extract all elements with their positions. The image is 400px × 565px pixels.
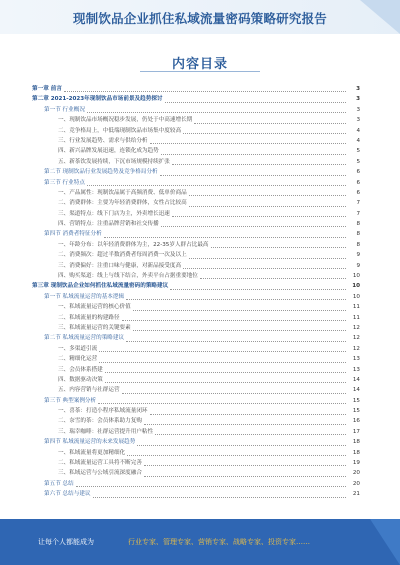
toc-dot-leader bbox=[133, 330, 346, 331]
toc-entry-label: 四、购买渠道：线上与线下结合，外卖平台占据重要地位 bbox=[58, 273, 198, 280]
toc-page-number: 4 bbox=[356, 127, 360, 134]
toc-section-entry[interactable] bbox=[32, 437, 360, 447]
toc-entry-label: 三、会员体系搭建 bbox=[58, 366, 103, 373]
toc-entry-label: 三、行业发展趋势、需求与供给分析 bbox=[58, 137, 148, 144]
toc-dot-leader bbox=[87, 185, 346, 186]
toc-page-number: 15 bbox=[352, 408, 360, 415]
toc-page-number: 20 bbox=[352, 480, 360, 487]
toc-page-number: 11 bbox=[352, 314, 360, 321]
toc-dot-leader bbox=[133, 310, 346, 311]
toc-subsection-entry[interactable] bbox=[32, 375, 360, 385]
toc-section-entry[interactable] bbox=[32, 229, 360, 239]
toc-subsection-entry[interactable] bbox=[32, 250, 360, 260]
toc-subsection-entry[interactable] bbox=[32, 448, 360, 458]
toc-page-number: 7 bbox=[356, 200, 360, 207]
toc-subsection-entry[interactable] bbox=[32, 458, 360, 468]
toc-entry-label: 三、瑞幸咖啡：社群运营提升用户粘性 bbox=[58, 428, 154, 435]
toc-dot-leader bbox=[155, 434, 346, 435]
footer-corner-decoration bbox=[370, 519, 400, 565]
toc-entry-label: 一、年龄分布：以年轻消费群体为主，22-35岁人群占比最高 bbox=[58, 241, 209, 248]
toc-chapter-entry[interactable] bbox=[32, 281, 360, 291]
toc-entry-label: 第二章 2021-2023年现制饮品市场前景及趋势探讨 bbox=[32, 96, 163, 103]
toc-subsection-entry[interactable] bbox=[32, 209, 360, 219]
toc-entry-label: 三、渠道特点：线下门店为主，外卖增长迅速 bbox=[58, 210, 170, 217]
toc-page-number: 11 bbox=[352, 304, 360, 311]
toc-dot-leader bbox=[150, 414, 346, 415]
table-of-contents bbox=[32, 84, 360, 500]
report-header bbox=[0, 0, 400, 34]
toc-dot-leader bbox=[183, 133, 346, 134]
toc-subsection-entry[interactable] bbox=[32, 146, 360, 156]
toc-dot-leader bbox=[172, 216, 346, 217]
toc-page-number: 10 bbox=[352, 283, 360, 290]
toc-page-number: 18 bbox=[352, 449, 360, 456]
toc-subsection-entry[interactable] bbox=[32, 302, 360, 312]
toc-subsection-entry[interactable] bbox=[32, 126, 360, 136]
toc-section-entry[interactable] bbox=[32, 396, 360, 406]
toc-page-number: 3 bbox=[356, 85, 360, 92]
toc-dot-leader bbox=[172, 164, 346, 165]
toc-dot-leader bbox=[200, 278, 346, 279]
toc-entry-label: 二、私域流量的构建路径 bbox=[58, 314, 120, 321]
toc-entry-label: 五、内容营销与社群运营 bbox=[58, 387, 120, 394]
toc-page-number: 10 bbox=[352, 273, 360, 280]
toc-page-number: 4 bbox=[356, 137, 360, 144]
toc-entry-label: 第六节 总结与建议 bbox=[44, 491, 91, 498]
toc-dot-leader bbox=[170, 289, 346, 290]
toc-entry-label: 第一章 前言 bbox=[32, 85, 62, 92]
toc-dot-leader bbox=[105, 372, 346, 373]
toc-dot-leader bbox=[122, 320, 346, 321]
toc-entry-label: 第二节 现制饮品行业发展趋势及竞争格局分析 bbox=[44, 169, 158, 176]
toc-page-number: 18 bbox=[352, 439, 360, 446]
toc-page-number: 5 bbox=[356, 158, 360, 165]
toc-dot-leader bbox=[64, 91, 346, 92]
toc-page-number: 9 bbox=[356, 252, 360, 259]
toc-section-entry[interactable] bbox=[32, 178, 360, 188]
toc-dot-leader bbox=[137, 445, 346, 446]
toc-dot-leader bbox=[126, 341, 346, 342]
toc-page-number: 12 bbox=[352, 335, 360, 342]
toc-page-number: 5 bbox=[356, 148, 360, 155]
toc-entry-label: 一、现制饮品市场概况稳步发展，仍处于中高速增长期 bbox=[58, 117, 193, 124]
toc-page-number: 13 bbox=[352, 366, 360, 373]
toc-entry-label: 三、消费偏好：注重口味与健康，对新品接受度高 bbox=[58, 262, 182, 269]
toc-entry-label: 二、奈雪的茶：会员体系助力复购 bbox=[58, 418, 142, 425]
toc-subsection-entry[interactable] bbox=[32, 365, 360, 375]
toc-subsection-entry[interactable] bbox=[32, 313, 360, 323]
toc-heading-underline bbox=[140, 71, 260, 72]
toc-entry-label: 第三章 现制饮品企业如何抓住私域流量密码的策略建议 bbox=[32, 283, 169, 290]
toc-subsection-entry[interactable] bbox=[32, 261, 360, 271]
toc-page-number: 20 bbox=[352, 470, 360, 477]
toc-dot-leader bbox=[211, 247, 346, 248]
toc-section-entry[interactable] bbox=[32, 105, 360, 115]
toc-subsection-entry[interactable] bbox=[32, 219, 360, 229]
toc-subsection-entry[interactable] bbox=[32, 344, 360, 354]
toc-page-number: 3 bbox=[356, 96, 360, 103]
toc-subsection-entry[interactable] bbox=[32, 468, 360, 478]
toc-entry-label: 第一节 行业概况 bbox=[44, 106, 85, 113]
toc-subsection-entry[interactable] bbox=[32, 240, 360, 250]
toc-entry-label: 四、营销特点：注重品牌营销和社交传播 bbox=[58, 221, 159, 228]
toc-dot-leader bbox=[144, 476, 346, 477]
toc-dot-leader bbox=[87, 112, 346, 113]
toc-entry-label: 第一节 私域流量运营的基本逻辑 bbox=[44, 293, 125, 300]
toc-entry-label: 二、竞争格局上，中低端现制饮品市场集中度较高 bbox=[58, 127, 182, 134]
toc-entry-label: 四、数据驱动决策 bbox=[58, 376, 103, 383]
toc-entry-label: 一、喜茶：打造小程序私域流量闭环 bbox=[58, 408, 148, 415]
toc-dot-leader bbox=[189, 206, 346, 207]
toc-dot-leader bbox=[99, 362, 346, 363]
toc-section-entry[interactable] bbox=[32, 479, 360, 489]
toc-dot-leader bbox=[189, 195, 346, 196]
toc-section-entry[interactable] bbox=[32, 167, 360, 177]
toc-entry-label: 第二节 私域流量运营的策略建议 bbox=[44, 335, 125, 342]
toc-dot-leader bbox=[165, 102, 346, 103]
toc-dot-leader bbox=[126, 299, 346, 300]
toc-chapter-entry[interactable] bbox=[32, 84, 360, 94]
toc-entry-label: 第四节 消费者特征分析 bbox=[44, 231, 102, 238]
toc-page-number: 8 bbox=[356, 241, 360, 248]
toc-subsection-entry[interactable] bbox=[32, 198, 360, 208]
toc-dot-leader bbox=[144, 424, 346, 425]
toc-entry-label: 三、私域流量运营的关键要素 bbox=[58, 324, 131, 331]
toc-dot-leader bbox=[183, 268, 346, 269]
toc-dot-leader bbox=[99, 351, 346, 352]
toc-page-number: 14 bbox=[352, 376, 360, 383]
toc-dot-leader bbox=[161, 154, 346, 155]
toc-page-number: 14 bbox=[352, 387, 360, 394]
toc-page-number: 6 bbox=[356, 189, 360, 196]
toc-page-number: 15 bbox=[352, 397, 360, 404]
toc-entry-label: 一、产品属性：现制饮品属于高频消费、低单价商品 bbox=[58, 189, 187, 196]
toc-page-number: 19 bbox=[352, 460, 360, 467]
toc-page-number: 6 bbox=[356, 169, 360, 176]
report-title: 现制饮品企业抓住私域流量密码策略研究报告 bbox=[72, 11, 327, 26]
toc-section-entry[interactable] bbox=[32, 292, 360, 302]
toc-entry-label: 五、新茶饮发展持续，下沉市场规模持续扩张 bbox=[58, 158, 170, 165]
toc-entry-label: 一、多渠道引流 bbox=[58, 345, 98, 352]
toc-page-number: 17 bbox=[352, 428, 360, 435]
toc-entry-label: 二、消费频次：超过半数消费者每周消费一次及以上 bbox=[58, 252, 187, 259]
toc-subsection-entry[interactable] bbox=[32, 136, 360, 146]
report-footer bbox=[0, 519, 400, 565]
toc-page-number: 6 bbox=[356, 179, 360, 186]
toc-page-number: 12 bbox=[352, 324, 360, 331]
footer-tagline: 行业专家、管理专家、营销专家、战略专家、投资专家…… bbox=[128, 538, 310, 546]
toc-dot-leader bbox=[127, 455, 346, 456]
toc-dot-leader bbox=[105, 382, 346, 383]
toc-subsection-entry[interactable] bbox=[32, 385, 360, 395]
toc-section-entry[interactable] bbox=[32, 489, 360, 499]
toc-entry-label: 二、私域流量运营工具将不断完善 bbox=[58, 460, 142, 467]
toc-chapter-entry[interactable] bbox=[32, 94, 360, 104]
toc-dot-leader bbox=[160, 175, 346, 176]
toc-dot-leader bbox=[76, 486, 346, 487]
toc-subsection-entry[interactable] bbox=[32, 354, 360, 364]
toc-subsection-entry[interactable] bbox=[32, 157, 360, 167]
toc-subsection-entry[interactable] bbox=[32, 417, 360, 427]
toc-entry-label: 第三节 行业特点 bbox=[44, 179, 85, 186]
toc-subsection-entry[interactable] bbox=[32, 406, 360, 416]
toc-dot-leader bbox=[93, 497, 346, 498]
toc-page-number: 21 bbox=[352, 491, 360, 498]
toc-dot-leader bbox=[104, 237, 346, 238]
toc-page-number: 3 bbox=[356, 106, 360, 113]
toc-page-number: 8 bbox=[356, 231, 360, 238]
toc-dot-leader bbox=[161, 226, 346, 227]
toc-entry-label: 一、私域流量将更加精细化 bbox=[58, 449, 126, 456]
toc-dot-leader bbox=[122, 393, 346, 394]
toc-page-number: 8 bbox=[356, 221, 360, 228]
toc-subsection-entry[interactable] bbox=[32, 115, 360, 125]
toc-heading: 内容目录 bbox=[171, 57, 228, 72]
toc-entry-label: 三、私域运营与公域引流深度融合 bbox=[58, 470, 142, 477]
toc-subsection-entry[interactable] bbox=[32, 271, 360, 281]
toc-entry-label: 四、新兴品牌发展迅速，连锁化成为趋势 bbox=[58, 148, 159, 155]
toc-page-number: 10 bbox=[352, 293, 360, 300]
toc-dot-leader bbox=[150, 143, 346, 144]
toc-dot-leader bbox=[144, 465, 346, 466]
toc-section-entry[interactable] bbox=[32, 333, 360, 343]
toc-page-number: 7 bbox=[356, 210, 360, 217]
footer-slogan: 让每个人都能成为 bbox=[38, 538, 94, 546]
toc-subsection-entry[interactable] bbox=[32, 323, 360, 333]
toc-dot-leader bbox=[189, 258, 346, 259]
toc-dot-leader bbox=[194, 123, 346, 124]
toc-dot-leader bbox=[98, 403, 346, 404]
toc-page-number: 13 bbox=[352, 356, 360, 363]
toc-page-number: 3 bbox=[356, 117, 360, 124]
toc-entry-label: 第五节 总结 bbox=[44, 480, 74, 487]
toc-entry-label: 二、消费群体：主要为年轻消费群体，女性占比较高 bbox=[58, 200, 187, 207]
header-corner-decoration bbox=[360, 0, 400, 34]
toc-subsection-entry[interactable] bbox=[32, 427, 360, 437]
toc-entry-label: 一、私域流量运营的核心价值 bbox=[58, 304, 131, 311]
toc-subsection-entry[interactable] bbox=[32, 188, 360, 198]
toc-entry-label: 二、精细化运营 bbox=[58, 356, 98, 363]
toc-page-number: 16 bbox=[352, 418, 360, 425]
toc-entry-label: 第三节 典型案例分析 bbox=[44, 397, 97, 404]
toc-entry-label: 第四节 私域流量运营的未来发展趋势 bbox=[44, 439, 136, 446]
toc-page-number: 12 bbox=[352, 345, 360, 352]
toc-page-number: 9 bbox=[356, 262, 360, 269]
